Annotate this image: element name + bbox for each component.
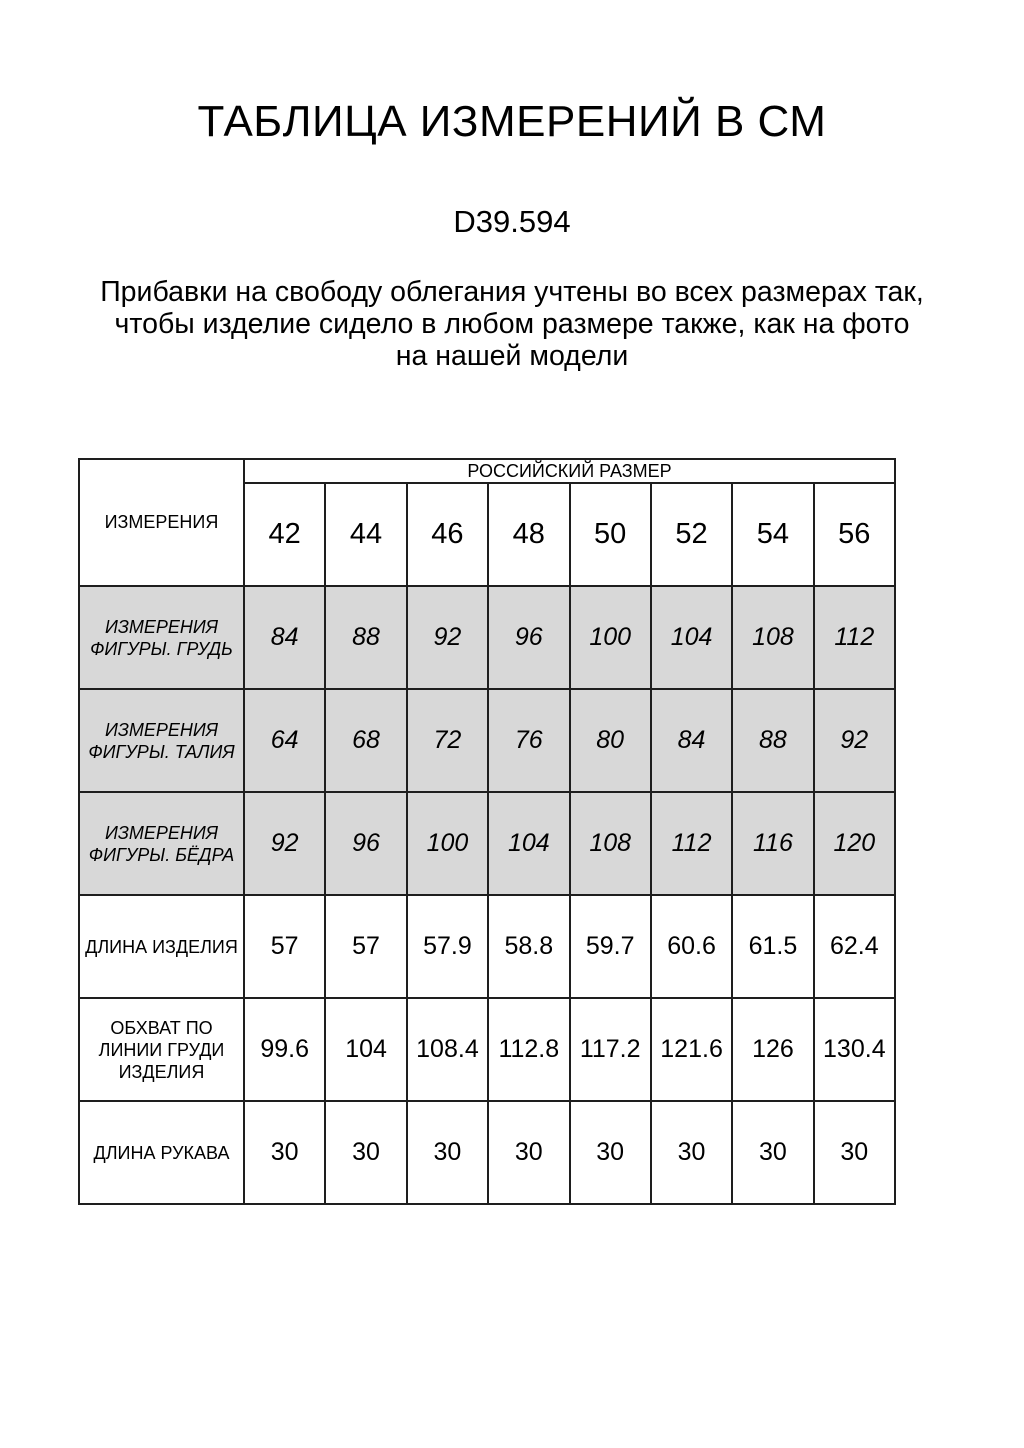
- measurement-value-cell: 30: [651, 1101, 732, 1204]
- measurement-value-cell: 72: [407, 689, 488, 792]
- measurement-value-cell: 108: [570, 792, 651, 895]
- size-column-header: 48: [488, 483, 569, 586]
- measurement-value-cell: 62.4: [814, 895, 895, 998]
- measurement-value-cell: 88: [732, 689, 813, 792]
- measurement-value-cell: 30: [814, 1101, 895, 1204]
- row-label: [79, 998, 244, 1101]
- measurement-value-cell: 30: [732, 1101, 813, 1204]
- measurement-value-cell: 112: [651, 792, 732, 895]
- measurement-value-cell: 104: [651, 586, 732, 689]
- row-label: [79, 586, 244, 689]
- page-title: ТАБЛИЦА ИЗМЕРЕНИЙ В СМ: [197, 97, 827, 146]
- measurement-value-cell: 84: [651, 689, 732, 792]
- table-row: [79, 1101, 895, 1204]
- row-label-line: ИЗМЕРЕНИЯ: [104, 719, 219, 740]
- size-column-header: 50: [570, 483, 651, 586]
- size-column-header: 42: [244, 483, 325, 586]
- measurements-header-cell: ИЗМЕРЕНИЯ: [79, 459, 244, 586]
- measurement-value-cell: 57.9: [407, 895, 488, 998]
- fit-note: [0, 276, 1024, 372]
- row-label: [79, 689, 244, 792]
- measurement-value-cell: 30: [407, 1101, 488, 1204]
- measurement-value-cell: 100: [570, 586, 651, 689]
- row-label-line: ФИГУРЫ. ГРУДЬ: [90, 638, 233, 659]
- measurement-value-cell: 130.4: [814, 998, 895, 1101]
- table-row: [79, 586, 895, 689]
- row-label-line: ИЗМЕРЕНИЯ: [104, 822, 219, 843]
- measurement-value-cell: 68: [325, 689, 406, 792]
- measurement-value-cell: 30: [570, 1101, 651, 1204]
- measurement-value-cell: 76: [488, 689, 569, 792]
- table-row: [79, 689, 895, 792]
- row-label-line: ФИГУРЫ. БЁДРА: [88, 844, 235, 865]
- measurement-value-cell: 96: [325, 792, 406, 895]
- measurement-value-cell: 96: [488, 586, 569, 689]
- measurement-value-cell: 30: [325, 1101, 406, 1204]
- row-label-line: ДЛИНА ИЗДЕЛИЯ: [85, 936, 238, 957]
- measurement-value-cell: 92: [814, 689, 895, 792]
- measurement-value-cell: 58.8: [488, 895, 569, 998]
- measurement-value-cell: 60.6: [651, 895, 732, 998]
- measurement-value-cell: 88: [325, 586, 406, 689]
- size-column-header: 46: [407, 483, 488, 586]
- measurement-value-cell: 112: [814, 586, 895, 689]
- measurement-value-cell: 108: [732, 586, 813, 689]
- measurement-value-cell: 104: [488, 792, 569, 895]
- row-label-line: ДЛИНА РУКАВА: [93, 1142, 230, 1163]
- measurement-value-cell: 104: [325, 998, 406, 1101]
- measurement-value-cell: 80: [570, 689, 651, 792]
- measurement-value-cell: 57: [325, 895, 406, 998]
- row-label-line: ИЗМЕРЕНИЯ: [104, 616, 219, 637]
- product-code: D39.594: [453, 204, 571, 239]
- fit-note-line: чтобы изделие сидело в любом размере также, как на фото: [114, 308, 910, 340]
- measurement-value-cell: 108.4: [407, 998, 488, 1101]
- row-label: [79, 895, 244, 998]
- row-label: [79, 792, 244, 895]
- measurement-value-cell: 99.6: [244, 998, 325, 1101]
- size-column-header: 54: [732, 483, 813, 586]
- measurement-value-cell: 126: [732, 998, 813, 1101]
- measurement-value-cell: 84: [244, 586, 325, 689]
- measurement-value-cell: 64: [244, 689, 325, 792]
- measurement-value-cell: 116: [732, 792, 813, 895]
- measurement-value-cell: 120: [814, 792, 895, 895]
- measurement-value-cell: 30: [244, 1101, 325, 1204]
- size-column-header: 52: [651, 483, 732, 586]
- row-label-line: ЛИНИИ ГРУДИ: [98, 1039, 225, 1060]
- row-label-line: ИЗДЕЛИЯ: [118, 1061, 205, 1082]
- fit-note-line: Прибавки на свободу облегания учтены во всех размерах так,: [100, 276, 924, 308]
- row-label-line: ОБХВАТ ПО: [110, 1017, 213, 1038]
- russian-size-header-cell: РОССИЙСКИЙ РАЗМЕР: [244, 459, 895, 483]
- measurement-value-cell: 117.2: [570, 998, 651, 1101]
- table-row: [79, 895, 895, 998]
- measurement-value-cell: 30: [488, 1101, 569, 1204]
- measurement-value-cell: 57: [244, 895, 325, 998]
- measurement-value-cell: 92: [244, 792, 325, 895]
- measurement-value-cell: 121.6: [651, 998, 732, 1101]
- row-label: [79, 1101, 244, 1204]
- measurement-value-cell: 61.5: [732, 895, 813, 998]
- size-table: [78, 458, 896, 1205]
- table-row: [79, 998, 895, 1101]
- size-column-header: 56: [814, 483, 895, 586]
- measurement-value-cell: 112.8: [488, 998, 569, 1101]
- table-row: [79, 792, 895, 895]
- fit-note-line: на нашей модели: [395, 340, 629, 372]
- size-column-header: 44: [325, 483, 406, 586]
- measurement-value-cell: 92: [407, 586, 488, 689]
- row-label-line: ФИГУРЫ. ТАЛИЯ: [88, 741, 235, 762]
- measurement-value-cell: 59.7: [570, 895, 651, 998]
- group-header-row: [79, 459, 895, 483]
- measurement-value-cell: 100: [407, 792, 488, 895]
